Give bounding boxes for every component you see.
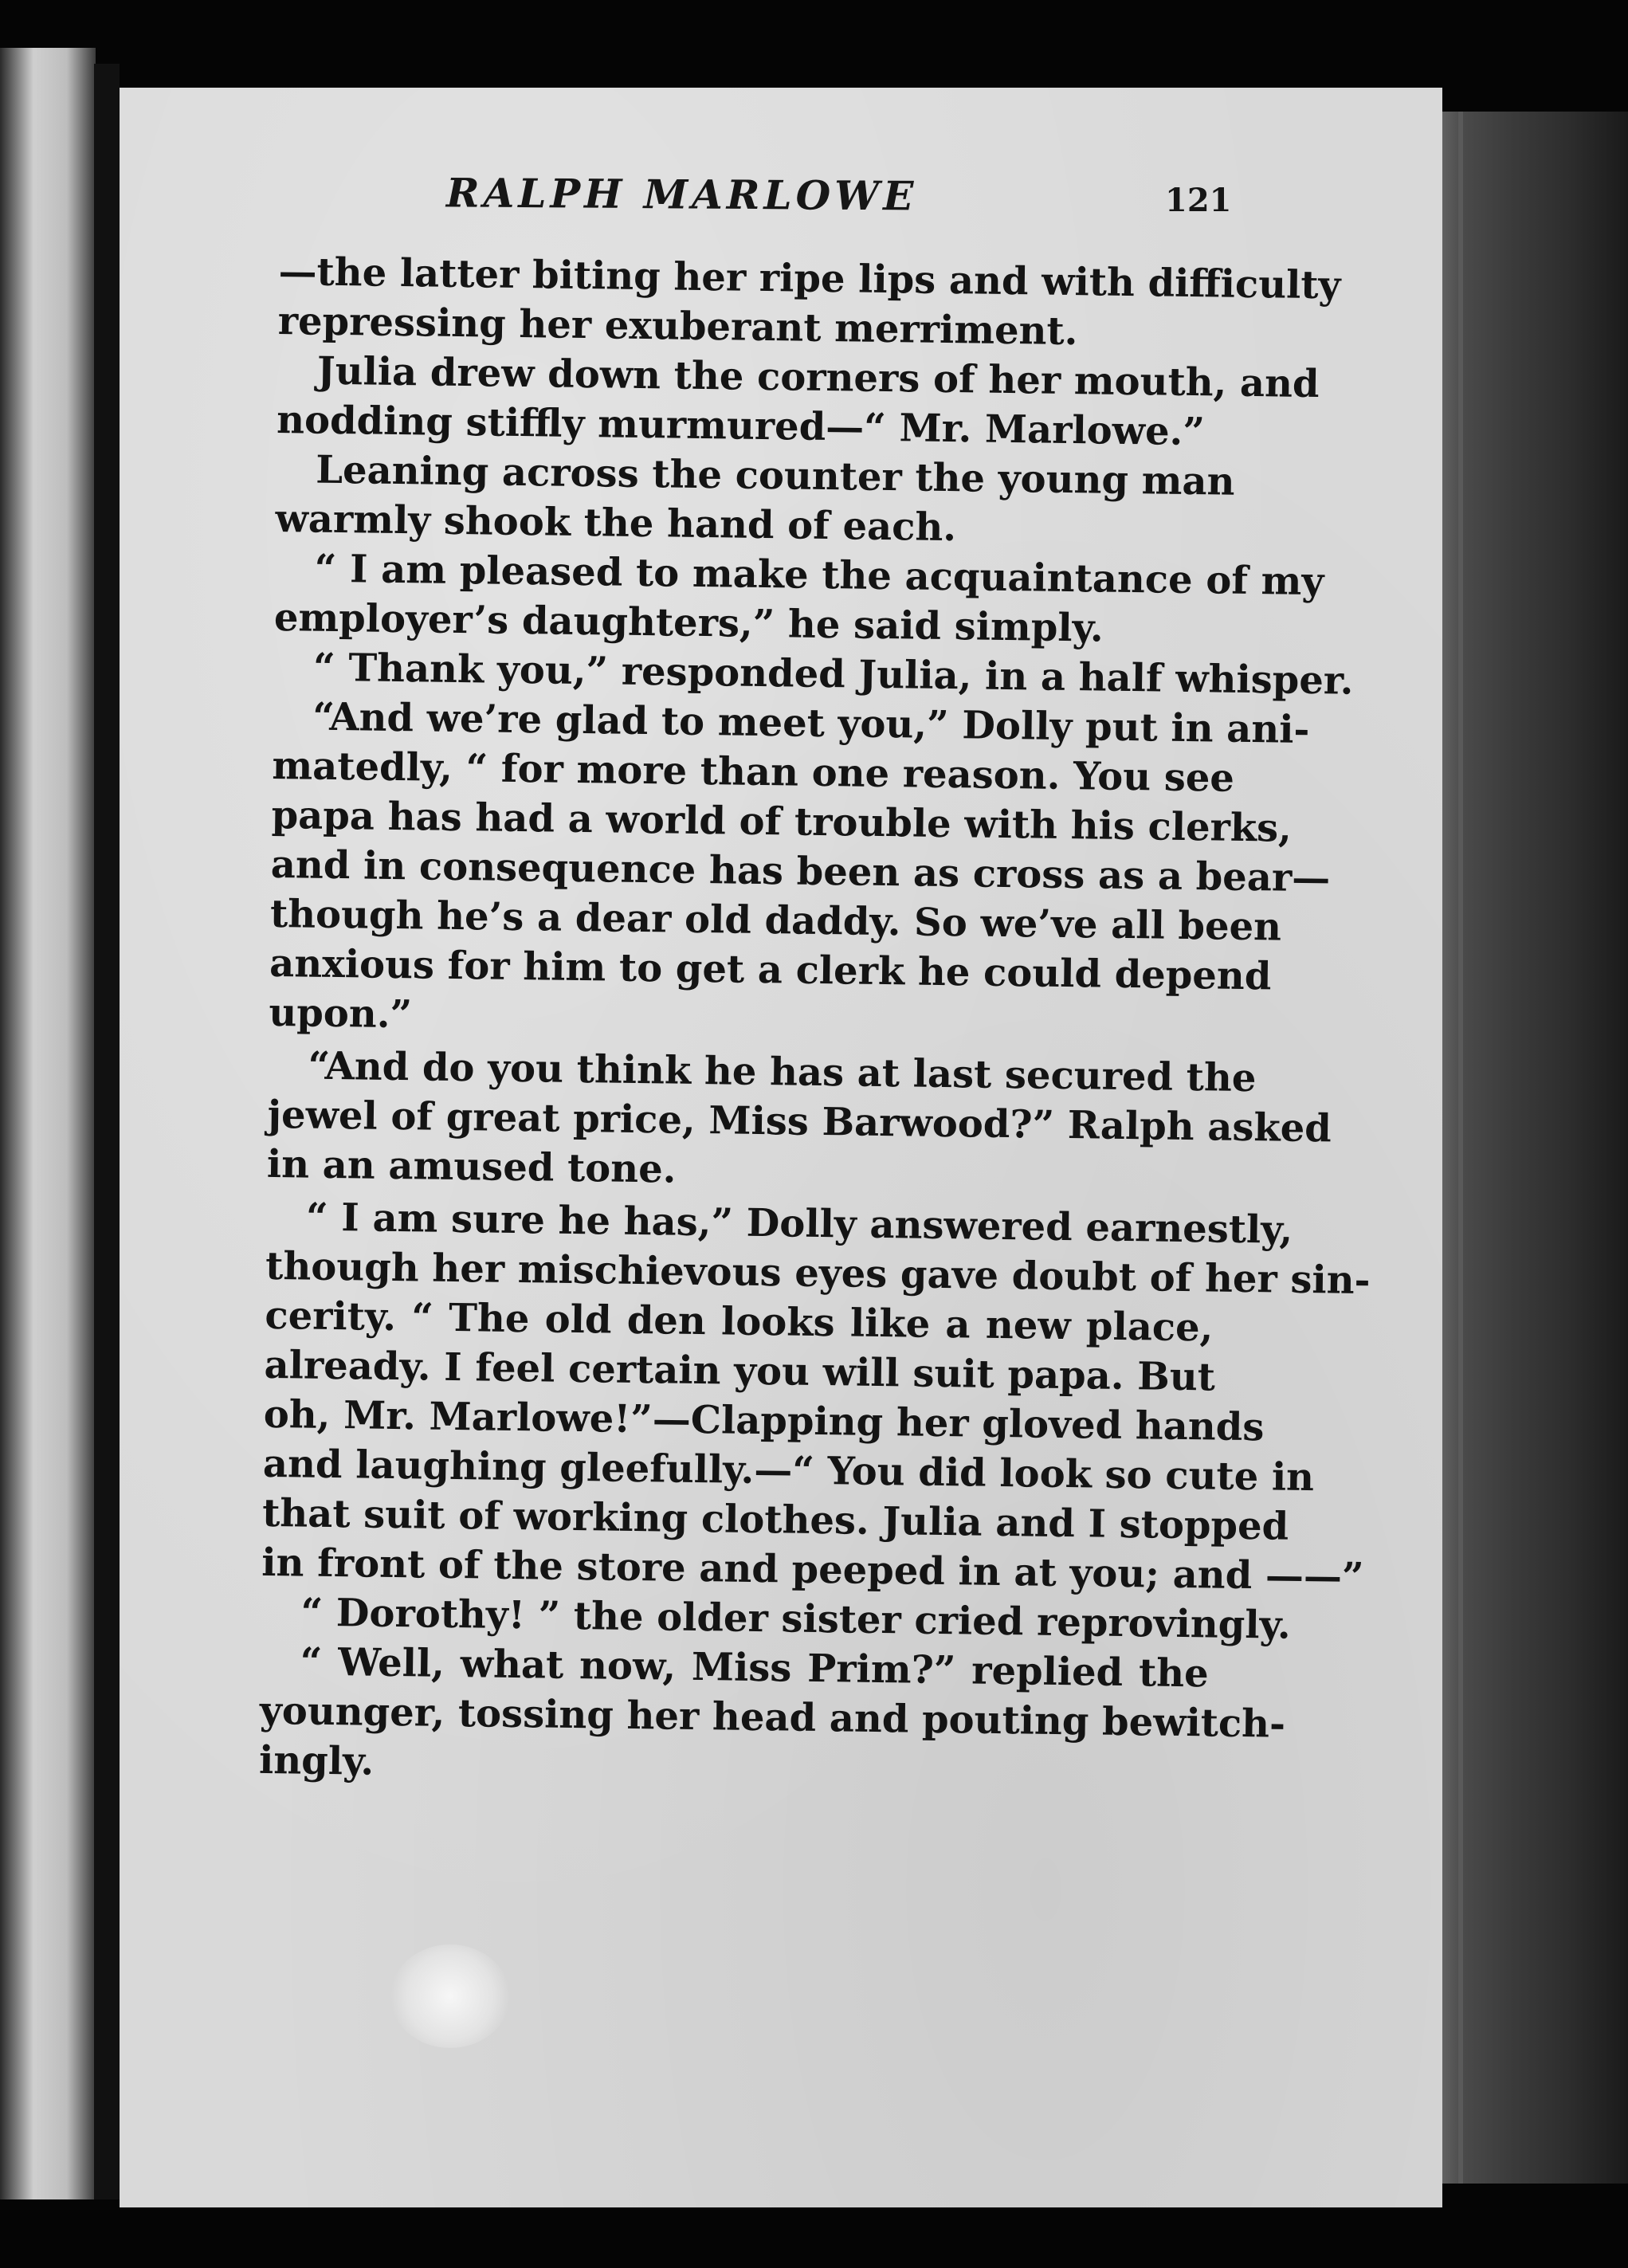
text-line: “And we’re glad to meet you,” Dolly put in ani- xyxy=(312,694,1310,752)
text-line: anxious for him to get a clerk he could depend xyxy=(269,940,1272,999)
text-line: —the latter biting her ripe lips and with difficulty xyxy=(278,249,1341,308)
text-line: warmly shook the hand of each. xyxy=(275,496,957,551)
text-line: upon.” xyxy=(269,990,413,1038)
page-number: 121 xyxy=(1165,182,1232,219)
text-line: ingly. xyxy=(258,1737,375,1784)
text-line: “ Dorothy! ” the older sister cried reprovingly. xyxy=(300,1590,1292,1648)
book-gutter xyxy=(94,64,120,2199)
text-line: that suit of working clothes. Julia and I stopped xyxy=(261,1490,1289,1549)
text-line: though her mischievous eyes gave doubt of her sin- xyxy=(265,1243,1371,1304)
text-line: in front of the store and peeped in at you; and ——” xyxy=(261,1540,1364,1599)
text-line: papa has had a world of trouble with his clerks, xyxy=(271,792,1293,851)
paper-stain xyxy=(390,1944,510,2048)
text-line: “ I am pleased to make the acquaintance of my xyxy=(314,546,1324,605)
book-fore-edge xyxy=(1434,112,1628,2184)
text-line: repressing her exuberant merriment. xyxy=(277,298,1078,355)
body-text xyxy=(258,247,1371,1797)
text-line: jewel of great price, Miss Barwood?” Ralph asked xyxy=(267,1092,1332,1152)
text-line: nodding stiffly murmured—“ Mr. Marlowe.” xyxy=(276,397,1206,455)
text-line: employer’s daughters,” he said simply. xyxy=(273,594,1104,651)
text-line: though he’s a dear old daddy. So we’ve all been xyxy=(269,891,1282,950)
text-line: already. I feel certain you will suit papa. But xyxy=(264,1342,1216,1400)
text-line: “ Well, what now, Miss Prim?” replied the xyxy=(300,1639,1210,1697)
running-head: RALPH MARLOWE xyxy=(445,169,918,220)
text-line: “And do you think he has at last secured the xyxy=(308,1043,1257,1101)
text-line: cerity. “ The old den looks like a new place, xyxy=(265,1293,1214,1351)
text-line: in an amused tone. xyxy=(266,1141,677,1192)
text-line: matedly, “ for more than one reason. You see xyxy=(272,743,1235,801)
text-line: Julia drew down the corners of her mouth, and xyxy=(316,348,1320,407)
text-line: and in consequence has been as cross as a bear— xyxy=(270,842,1331,901)
text-line: “ I am sure he has,” Dolly answered earnestly, xyxy=(305,1195,1293,1253)
text-line: “ Thank you,” responded Julia, in a half whisper. xyxy=(312,645,1354,704)
text-line: oh, Mr. Marlowe!”—Clapping her gloved hands xyxy=(263,1391,1265,1450)
text-line: younger, tossing her head and pouting bewitch- xyxy=(259,1688,1286,1747)
text-line: and laughing gleefully.—“ You did look so cute in xyxy=(262,1441,1315,1501)
text-line: Leaning across the counter the young man xyxy=(315,447,1235,504)
facing-page-edge xyxy=(0,48,96,2199)
